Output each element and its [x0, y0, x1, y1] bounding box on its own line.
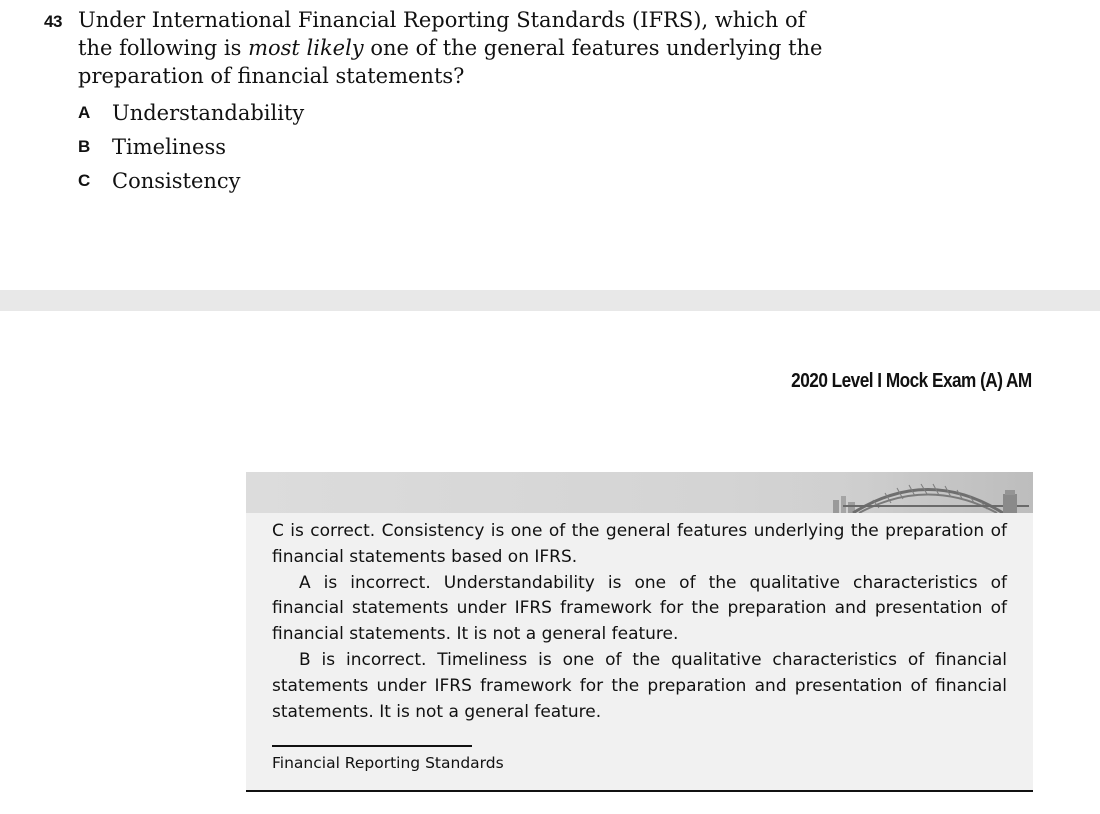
option-a: [78, 96, 824, 130]
answer-paragraph-b: B is incorrect. Timeliness is one of the qualitative characteristics of financial statements under IFRS framework for the preparation and presentation of financial statements. It is not a general feature.: [272, 649, 1007, 722]
answer-explanation-box: [246, 472, 1033, 792]
exam-title: 2020 Level I Mock Exam (A) AM: [791, 370, 1032, 392]
topic-divider: [272, 745, 472, 747]
question-text-after: one of the general features underlying the preparation of financial statements?: [78, 36, 823, 88]
option-text: Understandability: [112, 101, 305, 125]
answer-paragraph-correct: C is correct. Consistency is one of the general features underlying the preparation of financial statements based on IFRS.: [272, 521, 1007, 567]
bridge-icon: [793, 472, 1033, 513]
option-letter: B: [78, 137, 91, 156]
question-number: 43: [44, 12, 62, 31]
answer-text: [272, 519, 1007, 725]
topic-label: Financial Reporting Standards: [272, 754, 504, 772]
answer-paragraph-a: A is incorrect. Understandability is one of the qualitative characteristics of financial statements under IFRS framework for the preparation and presentation of financial statements. It is not a general feature.: [272, 572, 1007, 645]
answer-banner: [246, 472, 1033, 513]
answer-options: [78, 96, 824, 198]
question-block: [44, 6, 824, 198]
option-letter: A: [78, 103, 91, 122]
option-letter: C: [78, 171, 91, 190]
question-text-before: Under International Financial Reporting Standards (IFRS), which of the following is: [78, 8, 806, 60]
page-divider-band: [0, 290, 1100, 311]
option-b: [78, 130, 824, 164]
question-text-emphasis: most likely: [248, 36, 364, 60]
question-stem: [78, 6, 824, 90]
option-c: [78, 164, 824, 198]
option-text: Timeliness: [112, 135, 227, 159]
option-text: Consistency: [112, 169, 241, 193]
